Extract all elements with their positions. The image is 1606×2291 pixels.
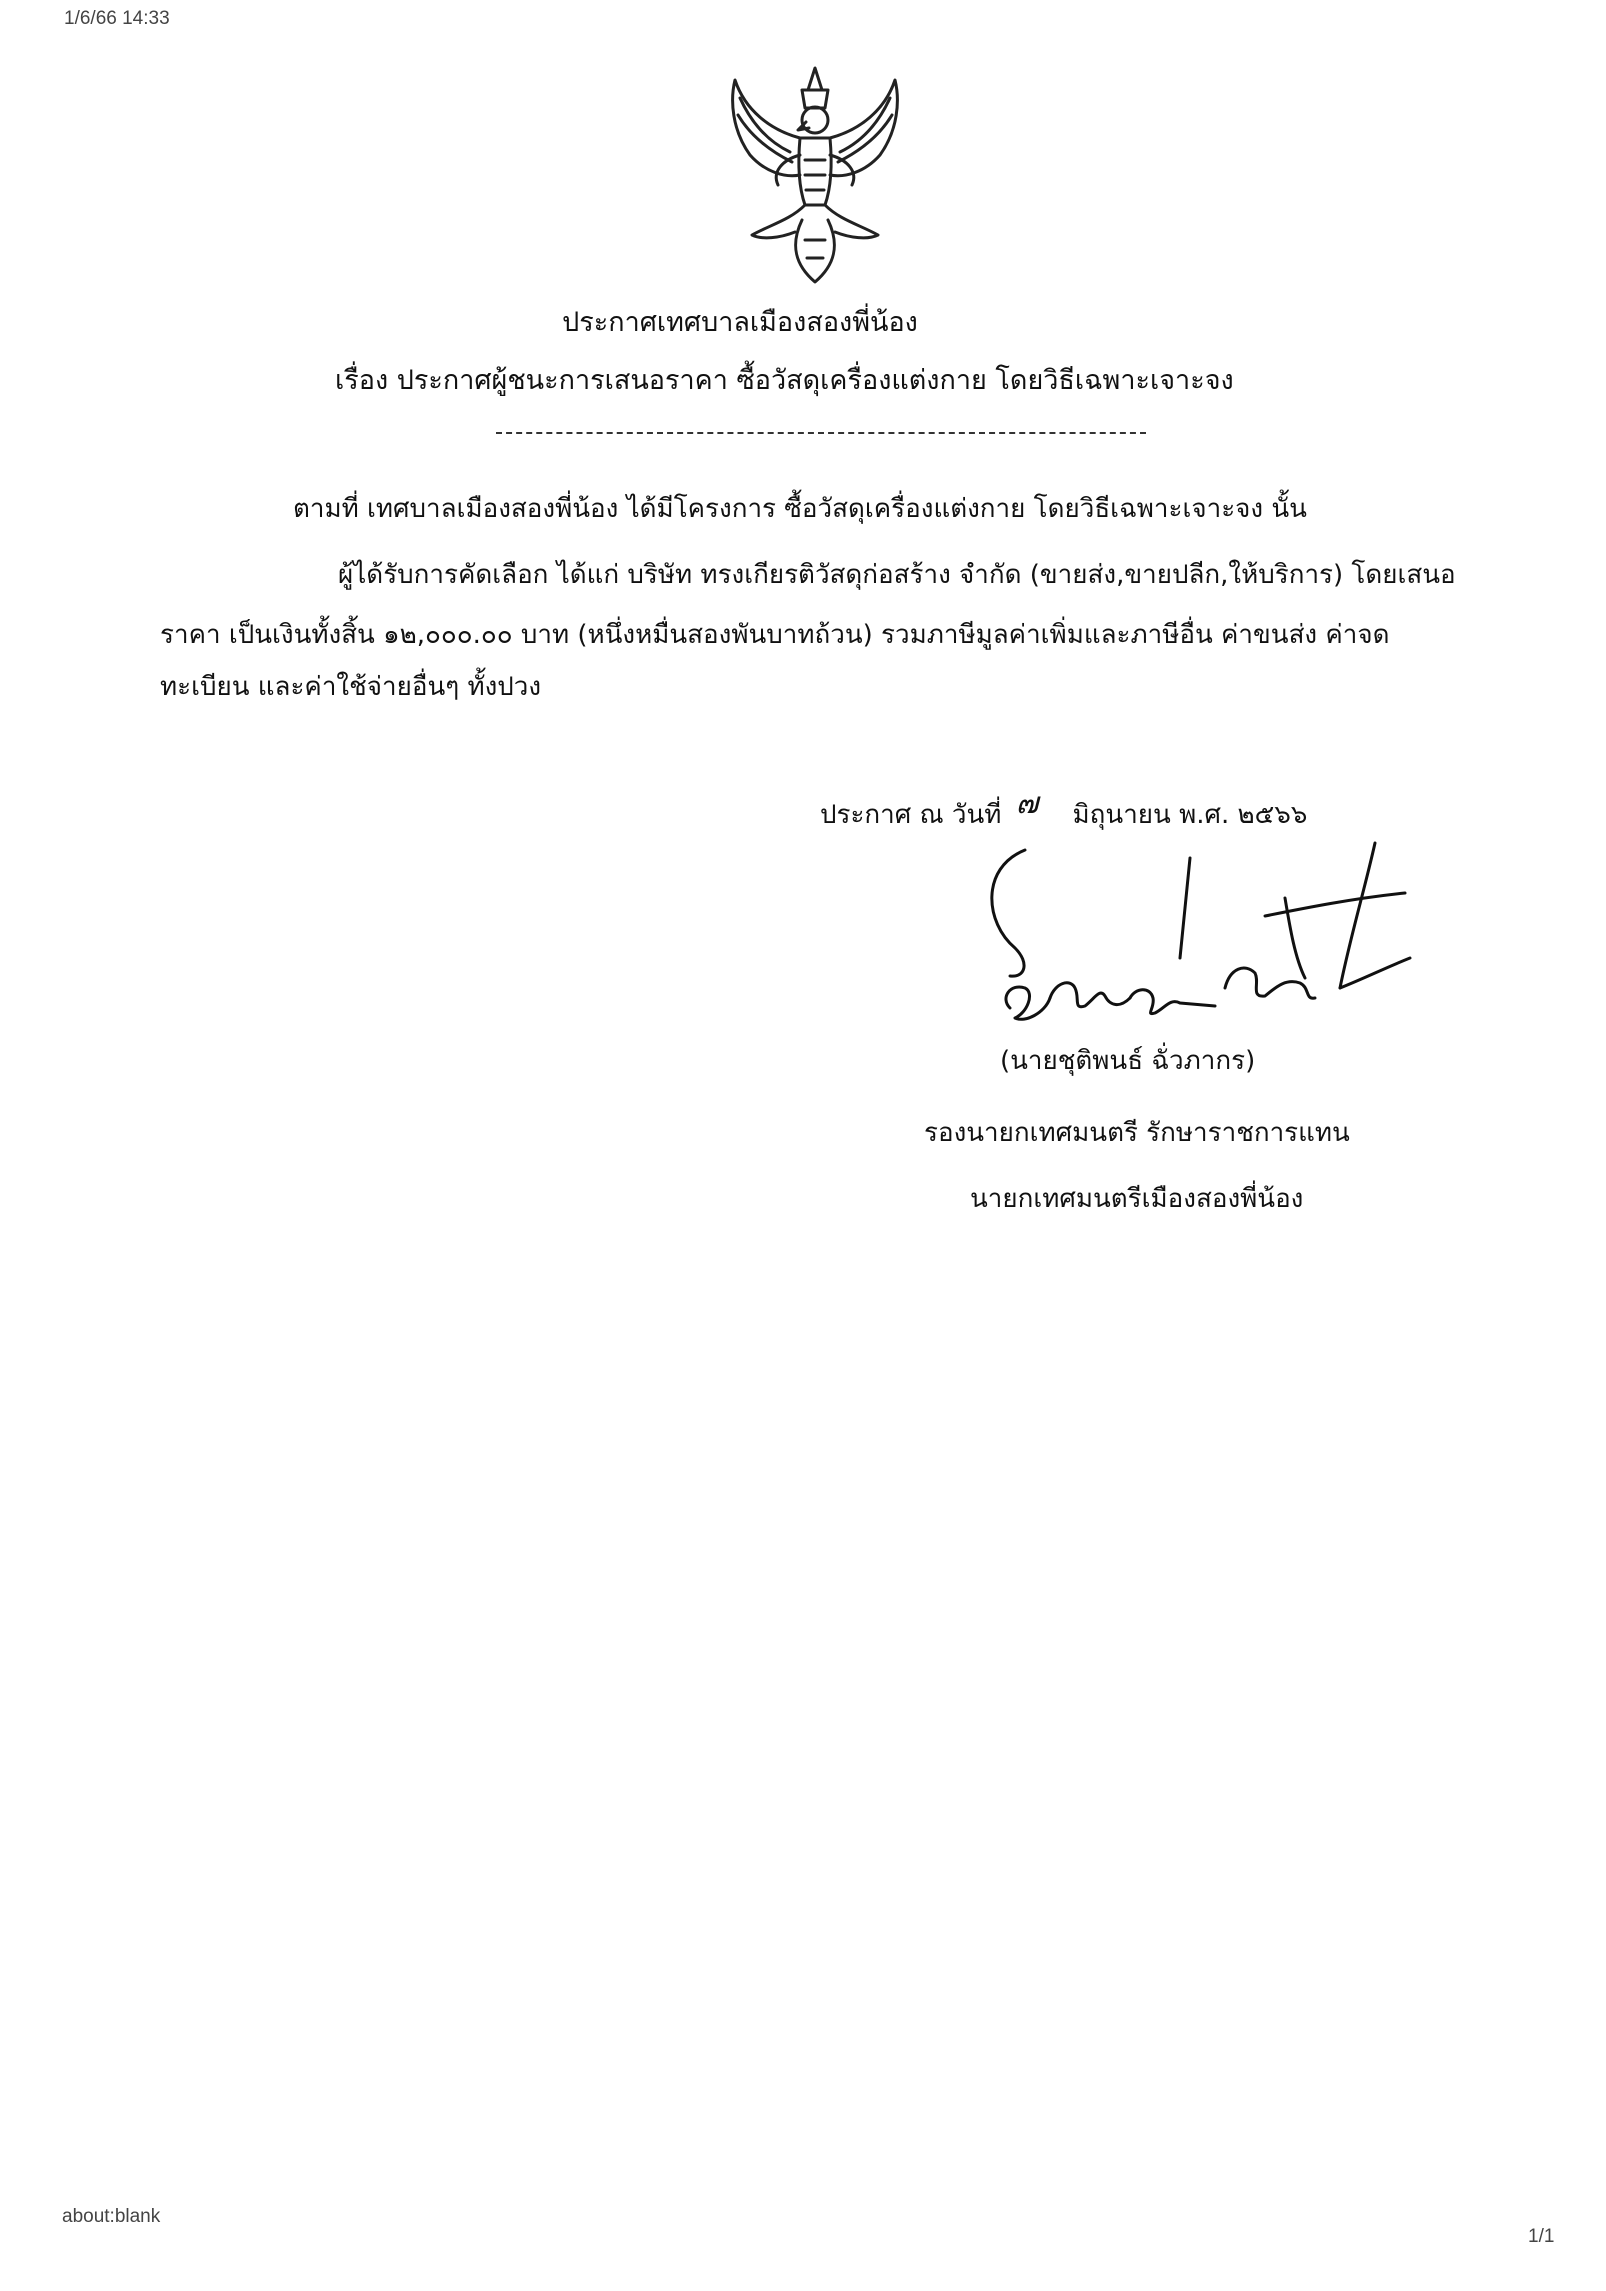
body-line-2: ผู้ได้รับการคัดเลือก ได้แก่ บริษัท ทรงเกียรติวัสดุก่อสร้าง จำกัด (ขายส่ง,ขายปลีก,ให้บริการ) โดยเสนอ [338,560,1456,590]
handwritten-signature [955,838,1415,1033]
signer-position-line-1: รองนายกเทศมนตรี รักษาราชการแทน [924,1118,1350,1148]
body-line-4: ทะเบียน และค่าใช้จ่ายอื่นๆ ทั้งปวง [160,672,542,702]
document-title: ประกาศเทศบาลเมืองสองพี่น้อง [562,307,918,338]
title-divider [496,432,1146,434]
date-day-handwritten: ๗ [1015,786,1039,821]
print-footer-url: about:blank [62,2206,161,2227]
document-subject: เรื่อง ประกาศผู้ชนะการเสนอราคา ซื้อวัสดุเครื่องแต่งกาย โดยวิธีเฉพาะเจาะจง [335,365,1234,396]
garuda-emblem-icon [710,60,920,290]
print-footer-page: 1/1 [1528,2226,1555,2247]
body-line-1: ตามที่ เทศบาลเมืองสองพี่น้อง ได้มีโครงการ ซื้อวัสดุเครื่องแต่งกาย โดยวิธีเฉพาะเจาะจง นั้น [293,494,1307,524]
date-suffix: มิถุนายน พ.ศ. ๒๕๖๖ [1072,800,1308,830]
body-line-3: ราคา เป็นเงินทั้งสิ้น ๑๒,๐๐๐.๐๐ บาท (หนึ่งหมื่นสองพันบาทถ้วน) รวมภาษีมูลค่าเพิ่มและภาษีอื่น ค่าขนส่ง ค่าจด [160,620,1390,650]
signer-name: (นายชุติพนธ์ ฉั่วภากร) [1000,1046,1256,1076]
date-prefix: ประกาศ ณ วันที่ [820,800,1002,830]
print-header-datetime: 1/6/66 14:33 [64,8,170,29]
signer-position-line-2: นายกเทศมนตรีเมืองสองพี่น้อง [970,1184,1304,1214]
announcement-date [820,786,1308,837]
